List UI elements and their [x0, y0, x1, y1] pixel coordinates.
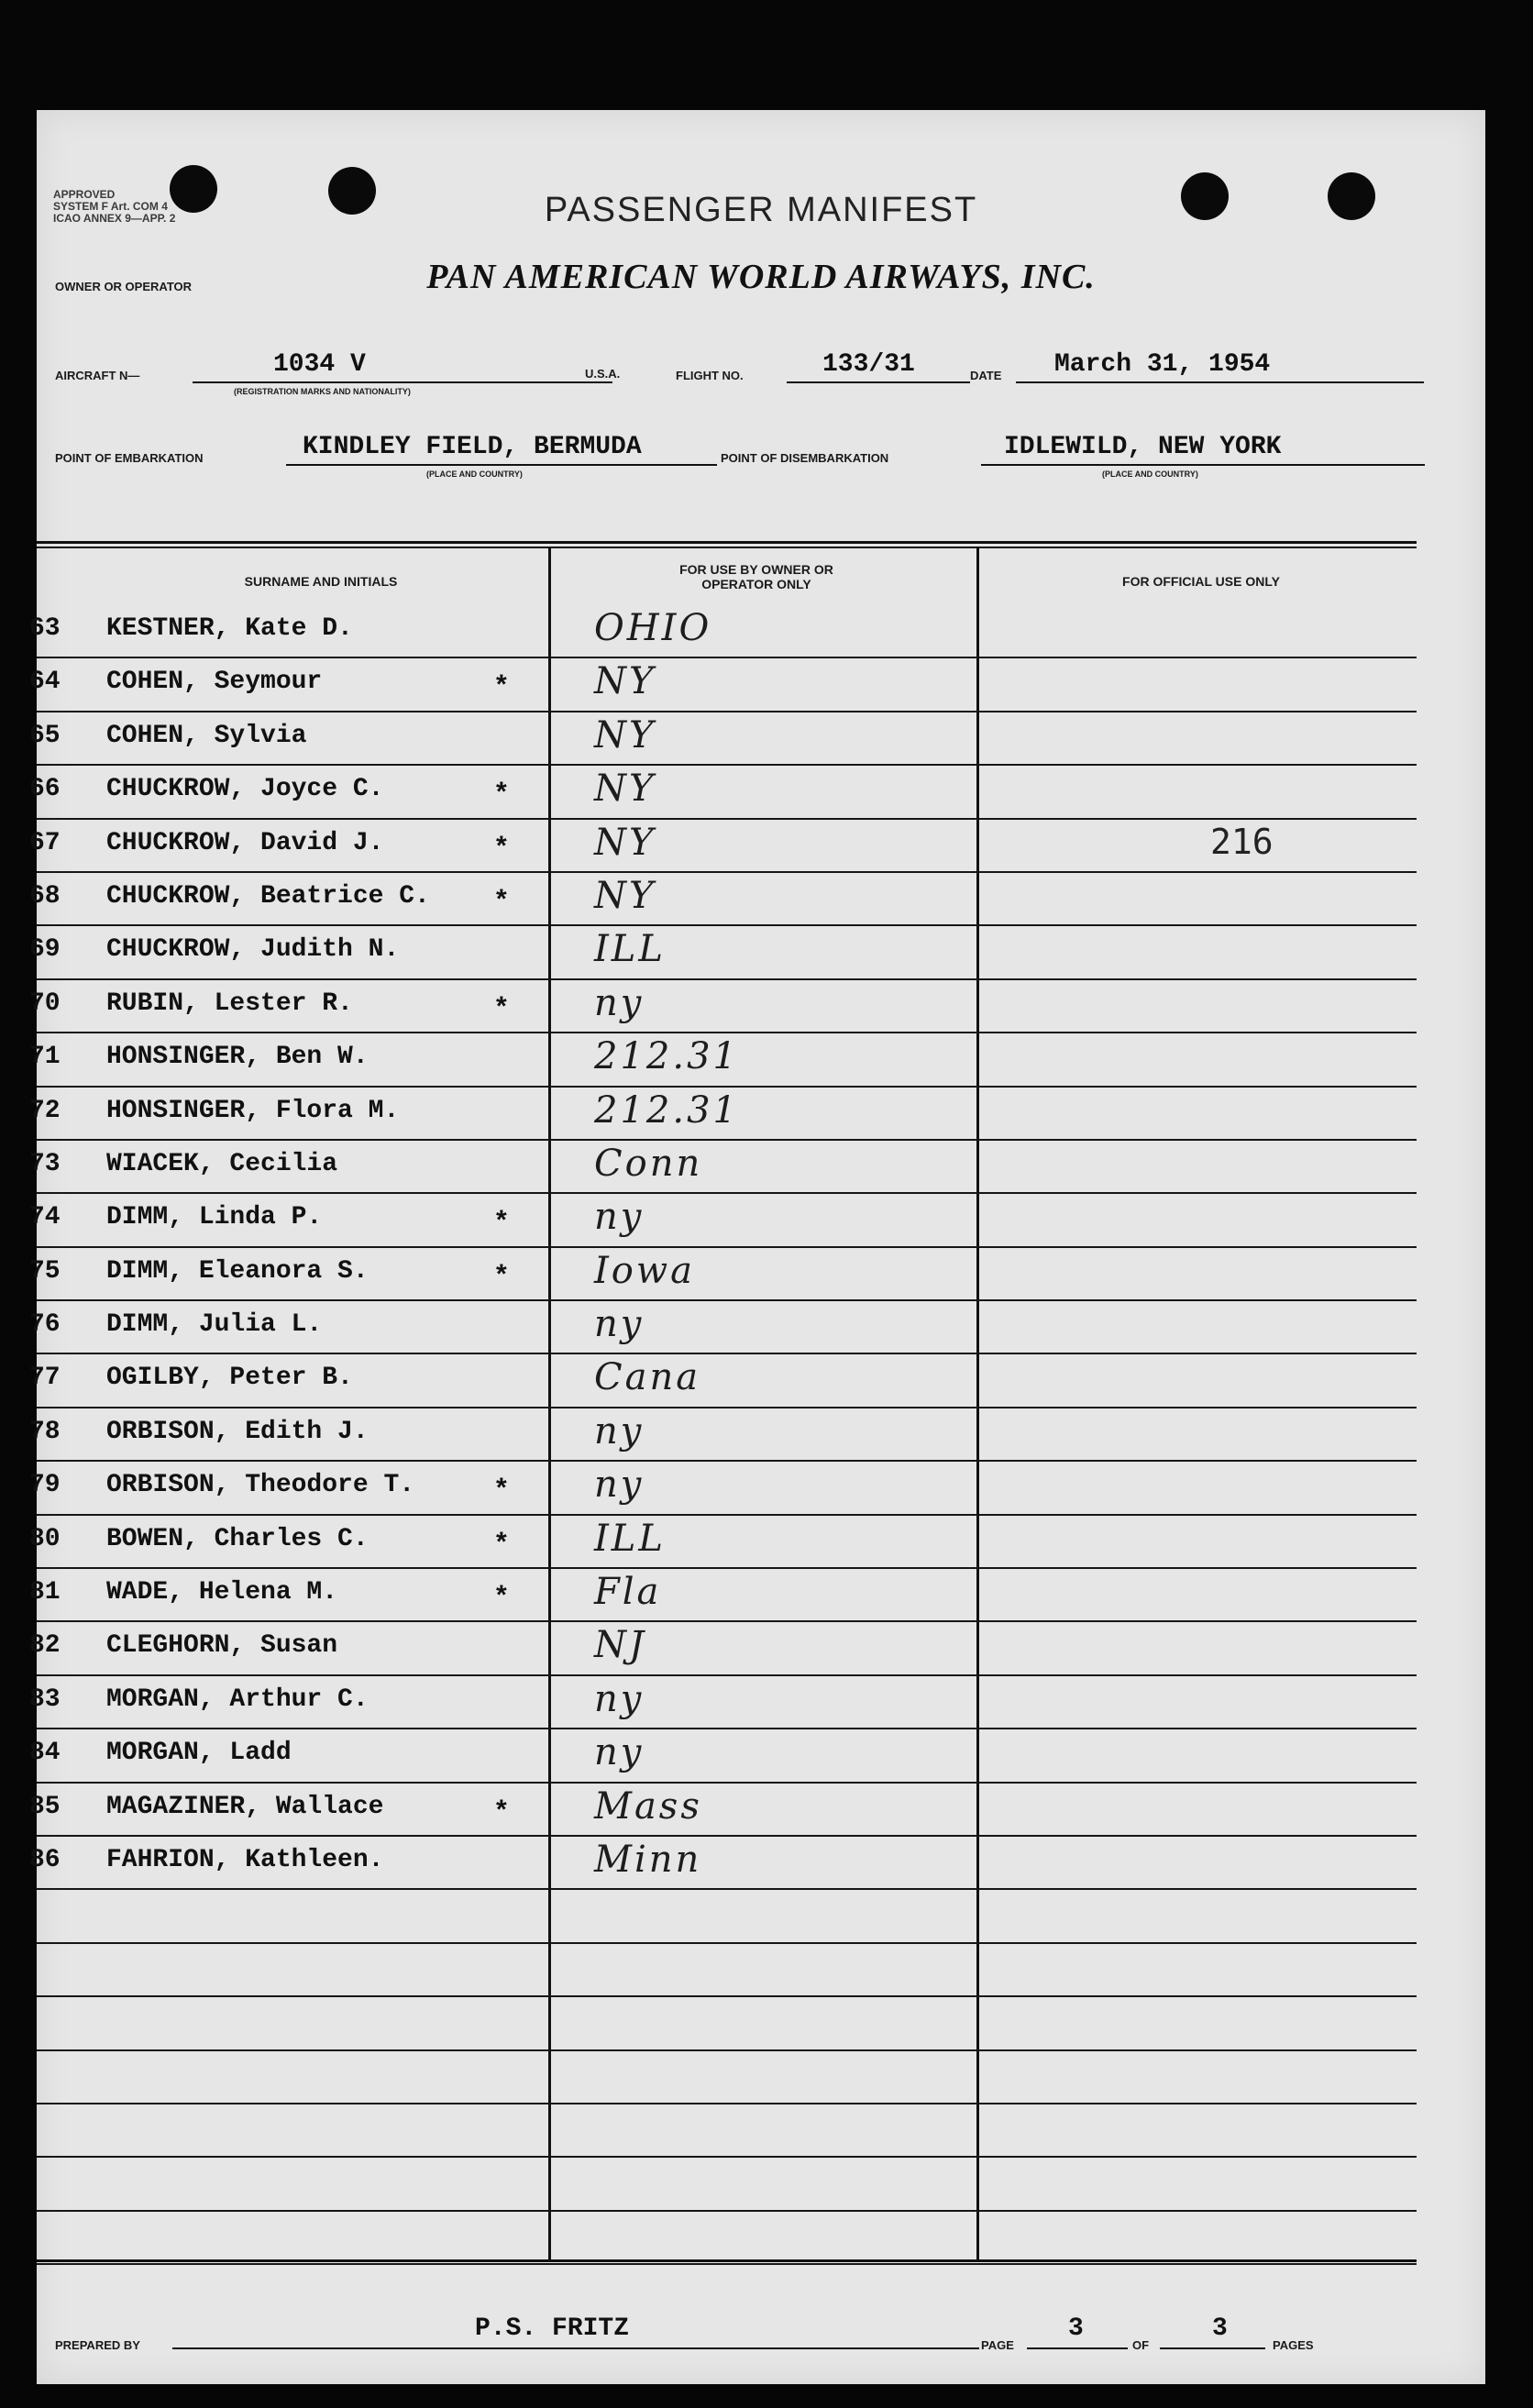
handwritten-residence: Cana — [594, 1356, 701, 1399]
handwritten-residence: NY — [594, 713, 656, 757]
row-number: 74 — [29, 1203, 61, 1232]
passenger-name: HONSINGER, Ben W. — [106, 1043, 369, 1072]
table-row — [29, 1301, 1417, 1354]
handwritten-residence: ny — [594, 1464, 645, 1507]
passenger-name: CHUCKROW, David J. — [106, 828, 384, 857]
row-number: 81 — [29, 1578, 61, 1607]
passenger-name: RUBIN, Lester R. — [106, 989, 353, 1018]
disembark-label: POINT OF DISEMBARKATION — [721, 451, 889, 465]
asterisk-mark: * — [496, 1205, 507, 1236]
table-row — [29, 1462, 1417, 1515]
row-number: 84 — [29, 1739, 61, 1768]
passenger-name: WADE, Helena M. — [106, 1578, 338, 1607]
prepared-by-value: P.S. FRITZ — [475, 2314, 630, 2343]
table-row — [29, 1622, 1417, 1675]
table-row — [37, 1944, 1417, 1997]
row-number: 78 — [29, 1417, 61, 1446]
row-number: 70 — [29, 989, 61, 1018]
asterisk-mark: * — [496, 1794, 507, 1825]
table-row — [29, 1516, 1417, 1569]
column-header-names: SURNAME AND INITIALS — [244, 574, 398, 589]
row-number: 67 — [29, 828, 61, 857]
handwritten-residence: OHIO — [594, 607, 712, 649]
row-number: 77 — [29, 1364, 61, 1393]
passenger-name: MORGAN, Ladd — [106, 1739, 292, 1768]
row-number: 69 — [29, 935, 61, 965]
flight-value: 133/31 — [822, 350, 915, 379]
passenger-name: KESTNER, Kate D. — [106, 614, 353, 643]
handwritten-residence: NY — [594, 660, 656, 703]
total-underline — [1160, 2347, 1265, 2349]
date-value: March 31, 1954 — [1054, 350, 1271, 379]
table-row — [29, 1248, 1417, 1301]
table-row — [29, 1088, 1417, 1141]
asterisk-mark: * — [496, 990, 507, 1022]
passenger-name: DIMM, Eleanora S. — [106, 1256, 369, 1286]
table-row — [29, 873, 1417, 926]
passenger-name: BOWEN, Charles C. — [106, 1524, 369, 1553]
aircraft-label: AIRCRAFT N— — [55, 369, 140, 382]
table-row — [29, 1194, 1417, 1247]
flight-underline — [787, 381, 970, 383]
passenger-name: MAGAZINER, Wallace — [106, 1792, 384, 1821]
handwritten-residence: ny — [594, 1303, 645, 1346]
page-title: PASSENGER MANIFEST — [544, 191, 978, 229]
handwritten-residence: NY — [594, 821, 656, 864]
passenger-name: ORBISON, Edith J. — [106, 1417, 369, 1446]
table-row — [29, 1408, 1417, 1462]
table-row — [29, 766, 1417, 819]
row-number: 85 — [29, 1792, 61, 1821]
page-label: PAGE — [981, 2338, 1014, 2352]
row-number: 83 — [29, 1684, 61, 1714]
table-row — [29, 605, 1417, 658]
disembark-value: IDLEWILD, NEW YORK — [1004, 433, 1282, 461]
table-row — [29, 712, 1417, 766]
table-row — [29, 820, 1417, 873]
of-label: OF — [1132, 2338, 1150, 2352]
table-row — [29, 1729, 1417, 1783]
embark-underline — [286, 464, 717, 466]
passenger-rows — [29, 605, 1417, 2265]
table-row — [37, 1890, 1417, 1943]
handwritten-residence: NY — [594, 768, 656, 811]
table-row — [29, 1784, 1417, 1837]
asterisk-mark: * — [496, 830, 507, 861]
asterisk-mark: * — [496, 777, 507, 808]
table-row — [29, 658, 1417, 712]
row-number: 76 — [29, 1310, 61, 1340]
airline-name: PAN AMERICAN WORLD AIRWAYS, INC. — [426, 258, 1096, 296]
table-bottom-rule — [37, 2259, 1417, 2262]
prepared-by-label-text: PREPARED BY — [55, 2338, 140, 2352]
handwritten-residence: Fla — [594, 1571, 662, 1614]
row-number: 79 — [29, 1471, 61, 1500]
row-number: 64 — [29, 668, 61, 697]
passenger-name: ORBISON, Theodore T. — [106, 1471, 415, 1500]
handwritten-residence: 212.31 — [594, 1035, 739, 1078]
table-row — [37, 1997, 1417, 2050]
table-top-rule-inner — [37, 547, 1417, 548]
table-row — [29, 980, 1417, 1033]
table-row — [37, 2051, 1417, 2104]
table-row — [29, 1676, 1417, 1729]
table-row — [37, 2158, 1417, 2211]
aircraft-caption: (REGISTRATION MARKS AND NATIONALITY) — [234, 387, 411, 396]
aircraft-value: 1034 V — [273, 350, 366, 379]
handwritten-residence: ny — [594, 1409, 645, 1453]
row-number: 73 — [29, 1149, 61, 1178]
column-header-owner-use: FOR USE BY OWNER OR OPERATOR ONLY — [679, 562, 833, 591]
handwritten-residence: NJ — [594, 1624, 647, 1667]
asterisk-mark: * — [496, 1580, 507, 1611]
asterisk-mark: * — [496, 1258, 507, 1289]
embark-value: KINDLEY FIELD, BERMUDA — [303, 433, 642, 461]
passenger-name: DIMM, Linda P. — [106, 1203, 323, 1232]
passenger-name: WIACEK, Cecilia — [106, 1149, 338, 1178]
row-number: 86 — [29, 1845, 61, 1874]
asterisk-mark: * — [496, 883, 507, 914]
passenger-name: FAHRION, Kathleen. — [106, 1845, 384, 1874]
date-underline — [1016, 381, 1424, 383]
table-top-rule — [37, 541, 1417, 544]
handwritten-residence: Minn — [594, 1838, 702, 1881]
aircraft-underline — [193, 381, 612, 383]
row-number: 66 — [29, 775, 61, 804]
handwritten-residence: ILL — [594, 928, 666, 971]
passenger-name: COHEN, Sylvia — [106, 721, 307, 750]
table-row — [37, 2212, 1417, 2265]
row-number: 82 — [29, 1631, 61, 1661]
table-row — [29, 1569, 1417, 1622]
row-number: 68 — [29, 881, 61, 911]
page-underline — [1027, 2347, 1128, 2349]
handwritten-residence: ny — [594, 1196, 645, 1239]
table-row — [29, 1141, 1417, 1194]
manifest-sheet — [29, 110, 1485, 2384]
passenger-name: CLEGHORN, Susan — [106, 1631, 338, 1661]
table-row — [29, 1033, 1417, 1087]
table-row — [37, 2104, 1417, 2158]
handwritten-residence: Mass — [594, 1784, 702, 1828]
row-number: 75 — [29, 1256, 61, 1286]
country-label: U.S.A. — [585, 367, 621, 381]
page-value: 3 — [1068, 2314, 1084, 2343]
disembark-underline — [981, 464, 1425, 466]
table-row — [29, 926, 1417, 979]
handwritten-residence: ny — [594, 981, 645, 1024]
passenger-name: CHUCKROW, Judith N. — [106, 935, 400, 965]
passenger-name: CHUCKROW, Beatrice C. — [106, 881, 430, 911]
embark-caption: (PLACE AND COUNTRY) — [426, 469, 523, 479]
disembark-caption: (PLACE AND COUNTRY) — [1102, 469, 1198, 479]
embark-label: POINT OF EMBARKATION — [55, 451, 204, 465]
handwritten-residence: Conn — [594, 1142, 703, 1185]
row-number: 72 — [29, 1096, 61, 1125]
table-row — [29, 1354, 1417, 1408]
passenger-name: MORGAN, Arthur C. — [106, 1684, 369, 1714]
row-number: 80 — [29, 1524, 61, 1553]
handwritten-residence: ILL — [594, 1517, 666, 1560]
asterisk-mark: * — [496, 1473, 507, 1504]
handwritten-residence: 212.31 — [594, 1088, 739, 1132]
total-pages-value: 3 — [1212, 2314, 1228, 2343]
handwritten-residence: ny — [594, 1677, 645, 1720]
row-number: 65 — [29, 721, 61, 750]
handwritten-residence: NY — [594, 874, 656, 917]
passenger-name: OGILBY, Peter B. — [106, 1364, 353, 1393]
passenger-name: COHEN, Seymour — [106, 668, 323, 697]
flight-label: FLIGHT NO. — [676, 369, 744, 382]
handwritten-residence: ny — [594, 1731, 645, 1774]
asterisk-mark: * — [496, 1526, 507, 1557]
column-header-official-use: FOR OFFICIAL USE ONLY — [1122, 574, 1280, 589]
date-label: DATE — [970, 369, 1002, 382]
handwritten-residence: Iowa — [594, 1249, 695, 1292]
owner-label: OWNER OR OPERATOR — [55, 280, 193, 293]
pages-label: PAGES — [1273, 2338, 1314, 2352]
table-row — [29, 1837, 1417, 1890]
asterisk-mark: * — [496, 669, 507, 701]
passenger-name: CHUCKROW, Joyce C. — [106, 775, 384, 804]
prepared-by-underline — [172, 2347, 979, 2349]
row-number: 63 — [29, 614, 61, 643]
row-number: 71 — [29, 1043, 61, 1072]
approval-stamp: APPROVED SYSTEM F Art. COM 4 ICAO ANNEX 9—APP. 2 — [53, 188, 176, 225]
passenger-name: DIMM, Julia L. — [106, 1310, 323, 1340]
official-use-note: 216 — [1210, 821, 1274, 862]
passenger-name: HONSINGER, Flora M. — [106, 1096, 400, 1125]
